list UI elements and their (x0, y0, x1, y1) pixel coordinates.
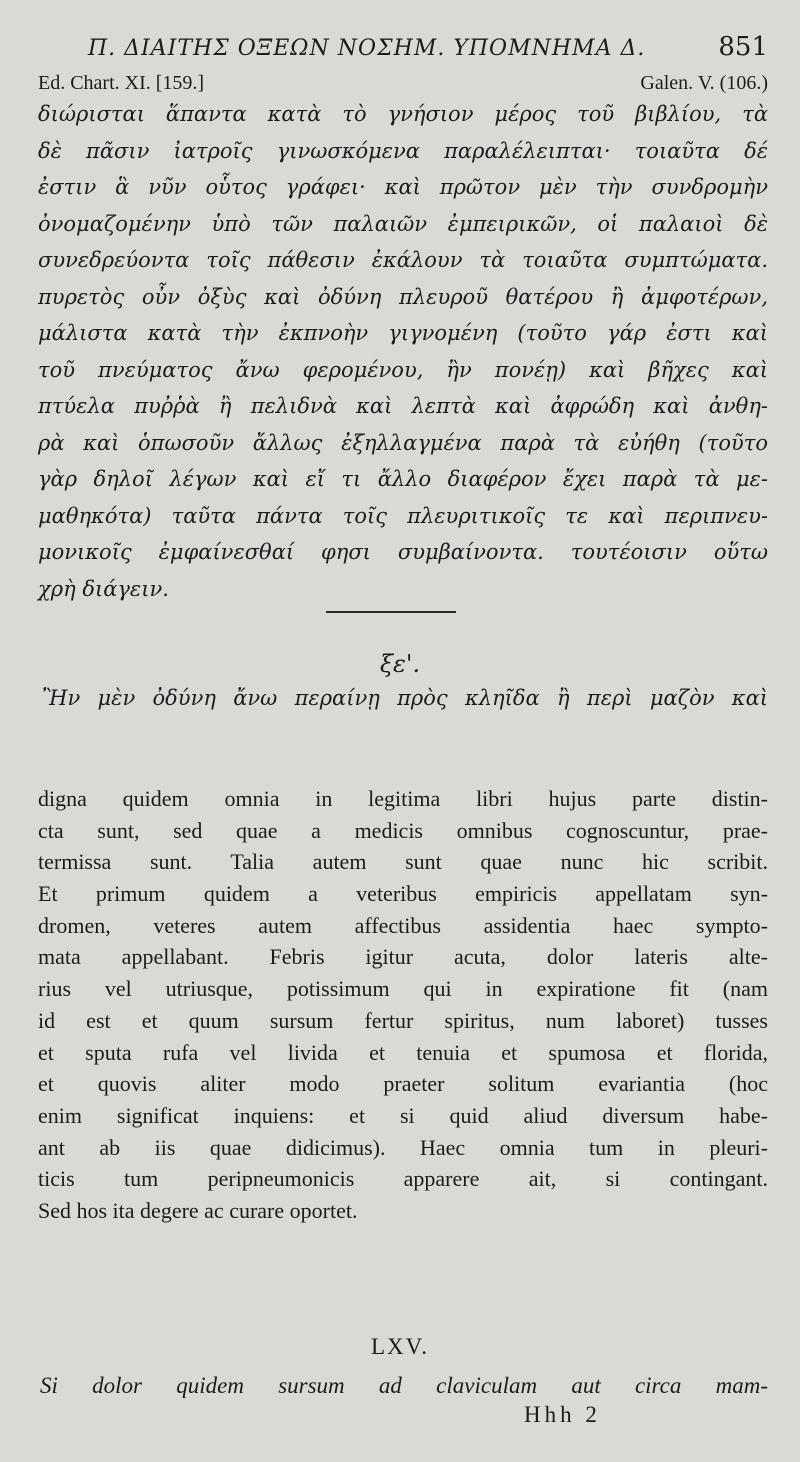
latin-line: Sed hos ita degere ac curare oportet. (38, 1197, 358, 1223)
latin-line: ticis tum peripneumonicis apparere ait, si contingant. (38, 1166, 768, 1192)
latin-line: cta sunt, sed quae a medicis omnibus cognoscuntur, prae- (38, 817, 768, 843)
greek-line: ἐστιν ἃ νῦν οὗτος γράφει· καὶ πρῶτον μὲν τὴν συνδρομὴν (38, 175, 768, 199)
latin-line: digna quidem omnia in legitima libri hujus parte distin- (38, 786, 768, 811)
greek-line: πυρετὸς οὖν ὀξὺς καὶ ὀδύνη πλευροῦ θατέρου ἢ ἀμφοτέρων, (38, 284, 768, 309)
greek-lemma: Ἢν μὲν ὀδύνη ἄνω περαίνῃ πρὸς κληῖδα ἢ περὶ μαζὸν καὶ (42, 686, 768, 710)
latin-line: et quovis aliter modo praeter solitum evariantia (hoc (38, 1071, 768, 1097)
greek-line: μαθηκότα) ταῦτα πάντα τοῖς πλευριτικοῖς τε καὶ περιπνευ- (38, 503, 768, 528)
latin-lemma: Si dolor quidem sursum ad claviculam aut circa mam- (40, 1373, 768, 1398)
latin-section-number: LXV. (370, 1334, 430, 1359)
latin-line: id est et quum sursum fertur spiritus, num laboret) tusses (38, 1007, 768, 1033)
greek-line: δὲ πᾶσιν ἰατροῖς γινωσκόμενα παραλέλειπται· τοιαῦτα δέ (38, 138, 768, 163)
greek-line: τοῦ πνεύματος ἄνω φερομένου, ἢν πονέῃ) καὶ βῆχες καὶ (38, 357, 768, 382)
greek-line: μάλιστα κατὰ τὴν ἐκπνοὴν γιγνομένη (τοῦτο γάρ ἐστι καὶ (38, 321, 768, 345)
latin-line: dromen, veteres autem affectibus assidentia haec sympto- (38, 912, 768, 938)
running-head (88, 30, 768, 64)
edition-reference (38, 72, 768, 96)
latin-translation (38, 783, 768, 1227)
greek-line: ὀνομαζομένην ὑπὸ τῶν παλαιῶν ἐμπειρικῶν, οἱ παλαιοὶ δὲ (38, 211, 768, 236)
chartier-reference: Ed. Chart. XI. [159.] (38, 72, 205, 94)
greek-line: χρὴ διάγειν. (38, 576, 169, 601)
latin-line: enim significat inquiens: et si quid aliud diversum habe- (38, 1102, 768, 1128)
greek-commentary (38, 96, 768, 607)
greek-section-number: ξε'. (379, 650, 421, 678)
latin-line: Et primum quidem a veteribus empiricis appellatam syn- (38, 881, 768, 907)
latin-line: mata appellabant. Febris igitur acuta, dolor lateris alte- (38, 944, 768, 970)
greek-line: μονικοῖς ἐμφαίνεσθαί φησι συμβαίνοντα. τουτέοισιν οὕτω (38, 540, 768, 564)
latin-line: et sputa rufa vel livida et tenuia et spumosa et florida, (38, 1039, 768, 1065)
running-title: Π. ΔΙΑΙΤΗΣ ΟΞΕΩΝ ΝΟΣΗΜ. ΥΠΟΜΝΗΜΑ Δ. (88, 36, 646, 61)
page-number: 851 (718, 32, 768, 62)
latin-line: ant ab iis quae didicimus). Haec omnia tum in pleuri- (38, 1134, 768, 1160)
galen-reference: Galen. V. (106.) (640, 72, 768, 94)
greek-line: ρὰ καὶ ὁπωσοῦν ἄλλως ἐξηλλαγμένα παρὰ τὰ εὐήθη (τοῦτο (38, 430, 768, 455)
greek-line: διώρισται ἅπαντα κατὰ τὸ γνήσιον μέρος τοῦ βιβλίου, τὰ (38, 102, 768, 126)
greek-line: γὰρ δηλοῖ λέγων καὶ εἴ τι ἄλλο διαφέρον ἔχει παρὰ τὰ με- (38, 467, 768, 491)
signature-mark: Hhh 2 (524, 1402, 601, 1427)
greek-line: πτύελα πυῤῥὰ ἢ πελιδνὰ καὶ λεπτὰ καὶ ἀφρώδη καὶ ἀνθη- (38, 394, 768, 418)
latin-line: termissa sunt. Talia autem sunt quae nunc hic scribit. (38, 849, 768, 875)
greek-line: συνεδρεύοντα τοῖς πάθεσιν ἐκάλουν τὰ τοιαῦτα συμπτώματα. (38, 248, 768, 272)
section-divider (326, 611, 456, 613)
latin-line: rius vel utriusque, potissimum qui in expiratione fit (nam (38, 976, 768, 1002)
